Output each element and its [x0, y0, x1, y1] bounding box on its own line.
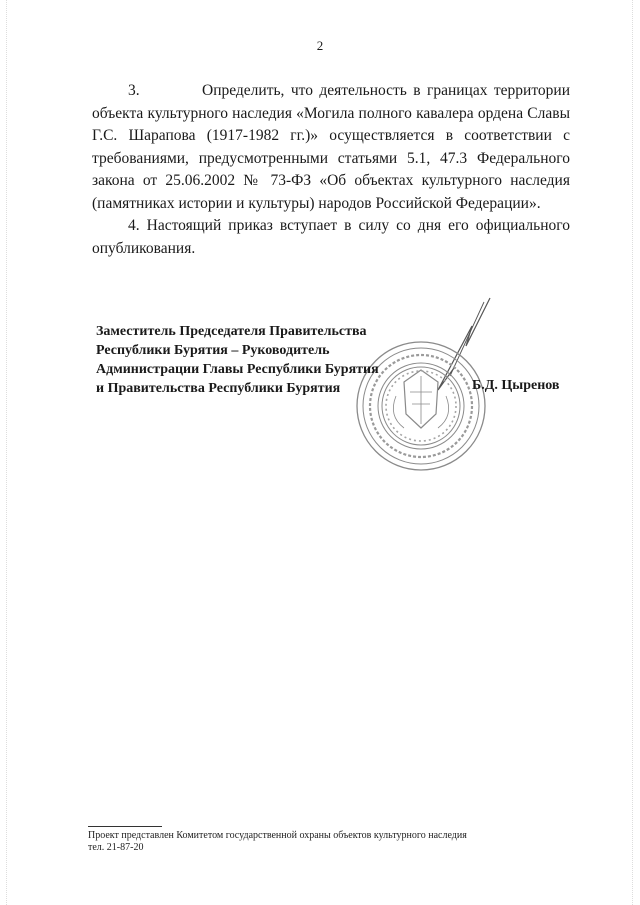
footnote [88, 830, 467, 854]
paragraph-3-text: Определить, что деятельность в границах территории объекта культурного наследия «Могила полного кавалера ордена Славы Г.С. Шарапова (1917-1982 гг.)» осуществляется в соответствии с требованиями, предусмотренными статьями 5.1, 47.3 Федерального закона от 25.06.2002 № 73-ФЗ «Об объектах культурного наследия (памятниках истории и культуры) народов Российской Федерации». [92, 82, 570, 212]
footnote-line-2: тел. 21-87-20 [88, 842, 144, 853]
scan-edge-left [6, 0, 8, 905]
signer-title-line-4: и Правительства Республики Бурятия [96, 381, 341, 396]
signature-block [96, 322, 379, 398]
signer-title-line-3: Администрации Главы Республики Бурятия [96, 362, 379, 377]
signer-title-line-1: Заместитель Председателя Правительства [96, 324, 367, 339]
page-number: 2 [316, 38, 324, 53]
document-body [92, 80, 570, 260]
paragraph-4: 4. Настоящий приказ вступает в силу со дня его официального опубликования. [92, 217, 570, 257]
footnote-rule [88, 826, 162, 827]
paragraph-3 [92, 80, 570, 215]
signer-title-line-2: Республики Бурятия – Руководитель [96, 343, 330, 358]
scan-edge-right [632, 0, 634, 905]
paragraph-3-number: 3. [128, 82, 140, 99]
signer-name: Б.Д. Цыренов [472, 378, 560, 393]
footnote-line-1: Проект представлен Комитетом государственной охраны объектов культурного наследия [88, 830, 467, 841]
